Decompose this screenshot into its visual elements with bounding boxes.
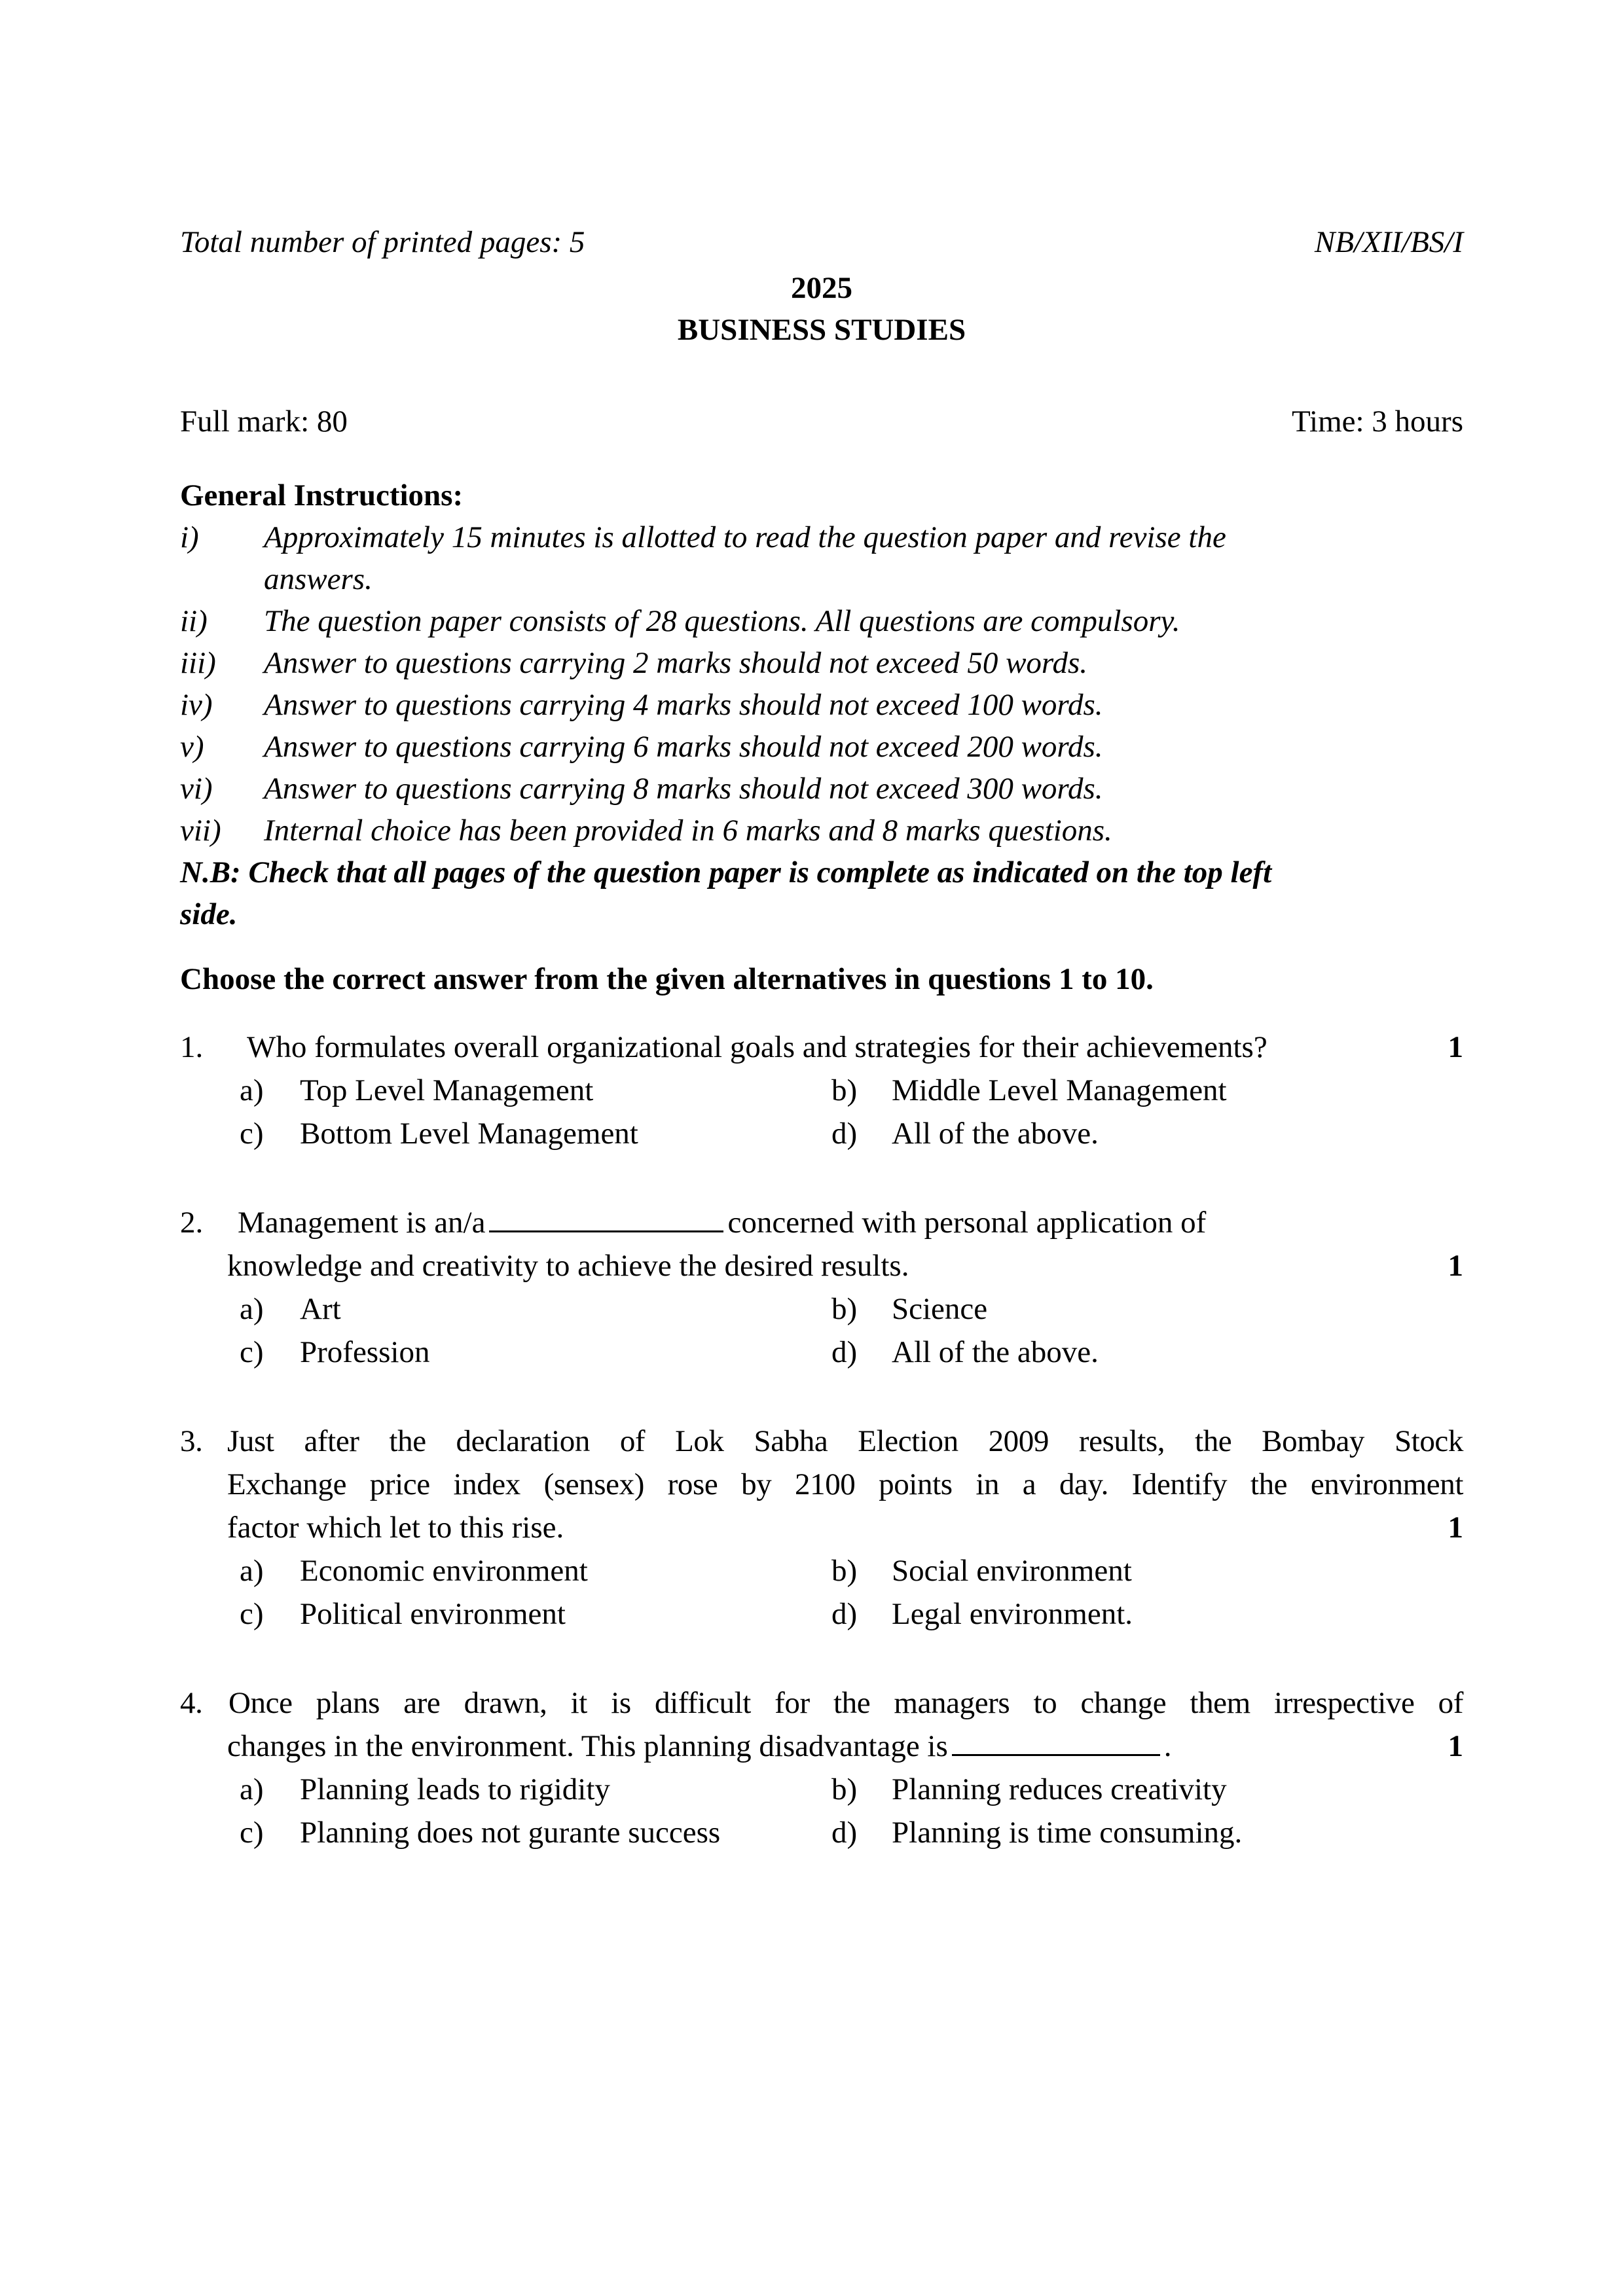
option-label: a) (240, 1292, 264, 1326)
option-d (831, 1592, 1133, 1636)
instruction-text: Answer to questions carrying 4 marks should not exceed 100 words. (264, 688, 1103, 722)
page-header-row (180, 221, 1463, 263)
option-text: Science (892, 1292, 988, 1326)
option-label: b) (831, 1554, 858, 1588)
option-label: d) (831, 1816, 858, 1850)
instruction-text: The question paper consists of 28 questions. All questions are compulsory. (264, 604, 1180, 638)
question-4-options-cd (180, 1811, 1463, 1854)
question-3-text-line-1 (180, 1420, 1463, 1463)
option-text: Top Level Management (300, 1073, 594, 1107)
marks-badge: 1 (1448, 1511, 1463, 1545)
question-number: 2. (180, 1206, 204, 1240)
option-a (240, 1287, 831, 1331)
nb-note-line-1: N.B: Check that all pages of the question paper is complete as indicated on the top left (180, 855, 1272, 889)
marks-badge: 1 (1448, 1729, 1463, 1763)
question-number: 3. (180, 1424, 203, 1458)
instruction-item-v (180, 726, 1463, 768)
instruction-text: answers. (264, 562, 373, 596)
option-text: Planning is time consuming. (892, 1816, 1243, 1850)
option-c (240, 1811, 831, 1854)
question-3-text-line-3 (180, 1506, 1463, 1549)
option-c (240, 1592, 831, 1636)
option-label: d) (831, 1597, 858, 1631)
option-text: Political environment (300, 1597, 566, 1631)
option-text: All of the above. (892, 1117, 1099, 1151)
question-1-text (180, 1026, 1463, 1069)
option-text: Legal environment. (892, 1597, 1133, 1631)
instruction-item-i (180, 516, 1463, 558)
instruction-item-iii (180, 642, 1463, 684)
printed-pages-note: Total number of printed pages: 5 (180, 225, 585, 259)
marks-badge: 1 (1448, 1030, 1463, 1064)
question-4-options-ab (180, 1768, 1463, 1811)
instruction-label: iv) (180, 688, 213, 722)
subject-title: BUSINESS STUDIES (677, 313, 966, 347)
question-4 (180, 1681, 1463, 1854)
option-a (240, 1069, 831, 1112)
option-text: Bottom Level Management (300, 1117, 638, 1151)
option-label: c) (240, 1597, 264, 1631)
question-2-options-cd (180, 1331, 1463, 1374)
question-line: . (1163, 1729, 1172, 1763)
question-2-text-line-2 (180, 1244, 1463, 1287)
question-line: Who formulates overall organizational goals and strategies for their achievements? (247, 1030, 1267, 1064)
option-text: Middle Level Management (892, 1073, 1227, 1107)
question-3-options-ab (180, 1549, 1463, 1592)
instruction-text: Answer to questions carrying 6 marks should not exceed 200 words. (264, 730, 1103, 764)
option-text: Economic environment (300, 1554, 588, 1588)
option-text: Planning reduces creativity (892, 1772, 1227, 1806)
option-text: Planning leads to rigidity (300, 1772, 610, 1806)
question-4-text-line-1 (180, 1681, 1463, 1725)
option-label: a) (240, 1073, 264, 1107)
question-line: changes in the environment. This planning disadvantage is (227, 1729, 948, 1763)
question-line: Just after the declaration of Lok Sabha Election 2009 results, the Bombay Stock (227, 1424, 1463, 1458)
option-label: b) (831, 1073, 858, 1107)
question-3-text-line-2 (180, 1463, 1463, 1506)
marks-badge: 1 (1448, 1249, 1463, 1283)
instruction-label: iii) (180, 646, 216, 680)
option-d (831, 1112, 1099, 1155)
option-c (240, 1331, 831, 1374)
question-number: 1. (180, 1030, 204, 1064)
option-b (831, 1768, 1227, 1811)
option-label: c) (240, 1816, 264, 1850)
option-label: a) (240, 1554, 264, 1588)
instruction-label: vi) (180, 772, 213, 806)
fill-in-blank-underline (952, 1748, 1160, 1756)
question-2-options-ab (180, 1287, 1463, 1331)
option-a (240, 1549, 831, 1592)
nb-note-line-2: side. (180, 897, 238, 931)
instruction-label: ii) (180, 604, 208, 638)
option-b (831, 1287, 987, 1331)
general-instructions-heading: General Instructions: (180, 478, 464, 512)
option-label: a) (240, 1772, 264, 1806)
option-text: Profession (300, 1335, 430, 1369)
instruction-item-i-cont (180, 558, 1463, 600)
instruction-label: i) (180, 520, 199, 554)
option-text: All of the above. (892, 1335, 1099, 1369)
instruction-item-vii (180, 810, 1463, 852)
instruction-label: v) (180, 730, 204, 764)
instruction-label: vii) (180, 814, 221, 848)
option-text: Planning does not gurante success (300, 1816, 721, 1850)
instruction-item-vi (180, 768, 1463, 810)
option-d (831, 1811, 1242, 1854)
question-line: Once plans are drawn, it is difficult for the managers to change them irrespective of (228, 1686, 1463, 1720)
instruction-text: Answer to questions carrying 8 marks should not exceed 300 words. (264, 772, 1103, 806)
option-text: Art (300, 1292, 341, 1326)
marks-time-row (180, 401, 1463, 442)
question-3 (180, 1420, 1463, 1636)
question-1-options-cd (180, 1112, 1463, 1155)
option-b (831, 1549, 1132, 1592)
option-c (240, 1112, 831, 1155)
option-label: d) (831, 1335, 858, 1369)
instruction-text: Internal choice has been provided in 6 marks and 8 marks questions. (264, 814, 1112, 848)
option-label: b) (831, 1772, 858, 1806)
question-2-text-line-1 (180, 1201, 1463, 1244)
question-line: concerned with personal application of (727, 1206, 1207, 1240)
question-number: 4. (180, 1686, 203, 1720)
fill-in-blank-underline (489, 1224, 723, 1232)
option-b (831, 1069, 1227, 1112)
question-line: knowledge and creativity to achieve the desired results. (227, 1249, 909, 1283)
question-1 (180, 1026, 1463, 1155)
full-mark-label: Full mark: 80 (180, 404, 348, 439)
instruction-item-ii (180, 600, 1463, 642)
question-line: Management is an/a (238, 1206, 486, 1240)
option-label: c) (240, 1117, 264, 1151)
question-1-options-ab (180, 1069, 1463, 1112)
option-label: d) (831, 1117, 858, 1151)
question-2 (180, 1201, 1463, 1374)
time-allowed-label: Time: 3 hours (1291, 404, 1463, 439)
instruction-text: Answer to questions carrying 2 marks should not exceed 50 words. (264, 646, 1088, 680)
option-d (831, 1331, 1099, 1374)
question-3-options-cd (180, 1592, 1463, 1636)
paper-code: NB/XII/BS/I (1314, 225, 1463, 259)
instruction-item-iv (180, 684, 1463, 726)
option-a (240, 1768, 831, 1811)
question-line: Exchange price index (sensex) rose by 2100 points in a day. Identify the environment (227, 1467, 1463, 1501)
option-label: b) (831, 1292, 858, 1326)
option-text: Social environment (892, 1554, 1132, 1588)
option-label: c) (240, 1335, 264, 1369)
question-4-text-line-2 (180, 1725, 1463, 1768)
section-heading: Choose the correct answer from the given alternatives in questions 1 to 10. (180, 962, 1154, 996)
question-line: factor which let to this rise. (227, 1511, 564, 1545)
exam-year: 2025 (791, 271, 852, 305)
instruction-text: Approximately 15 minutes is allotted to read the question paper and revise the (264, 520, 1226, 554)
